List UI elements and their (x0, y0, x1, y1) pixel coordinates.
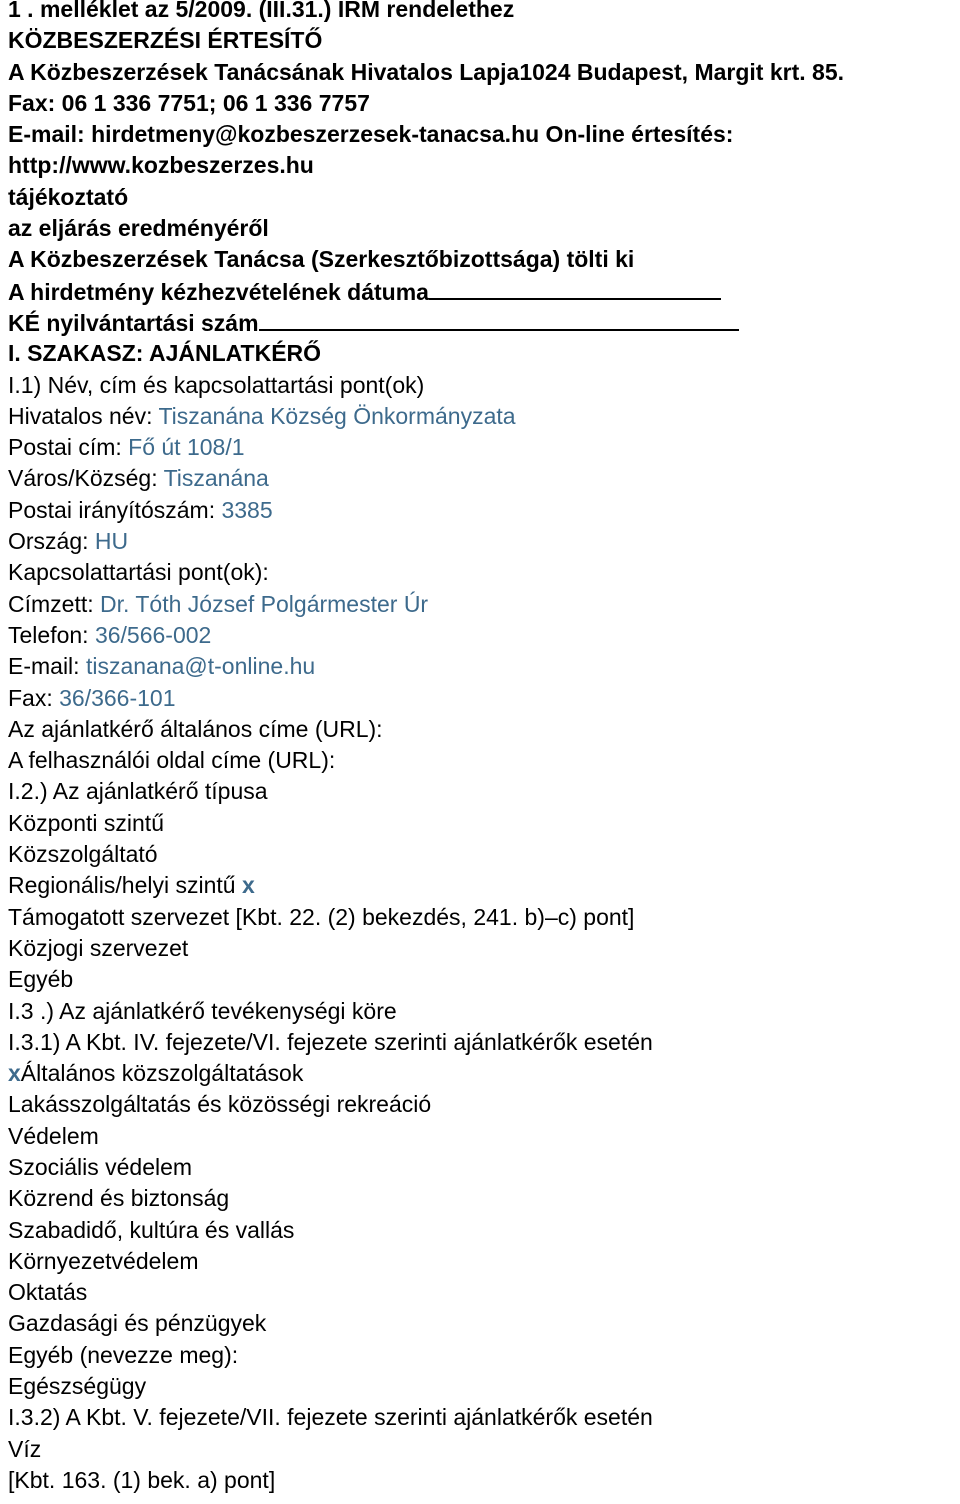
postal-address-value: Fő út 108/1 (128, 434, 245, 461)
email-label: E-mail: (8, 653, 86, 680)
activity-option: Szociális védelem (8, 1153, 193, 1180)
authority-type-option: Egyéb (8, 966, 74, 993)
registry-row (8, 307, 952, 338)
phone-row (8, 620, 952, 651)
email-value: tiszanana@t-online.hu (85, 653, 316, 680)
email-row (8, 651, 952, 682)
fax-value: 36/366-101 (59, 684, 176, 711)
authority-type-option: Közszolgáltató (8, 841, 158, 868)
activity-subheading-1: I.3.1) A Kbt. IV. fejezete/VI. fejezete szerinti ajánlatkérők esetén (8, 1028, 653, 1055)
publisher-line: A Közbeszerzések Tanácsának Hivatalos Lapja1024 Budapest, Margit krt. 85. (8, 58, 845, 85)
authority-type-option: Közjogi szervezet (8, 934, 189, 961)
activity-option: Egyéb (nevezze meg): (8, 1341, 239, 1368)
city-value: Tiszanána (163, 465, 269, 492)
fax-row (8, 683, 952, 714)
activity-option: Közrend és biztonság (8, 1185, 230, 1212)
activity-option: Oktatás (8, 1279, 88, 1306)
document-page (8, 0, 952, 1496)
official-name-label: Hivatalos név: (8, 402, 159, 429)
authority-type-option-selected (8, 870, 952, 901)
country-row (8, 526, 952, 557)
postal-address-label: Postai cím: (8, 434, 129, 461)
activity-option: Gazdasági és pénzügyek (8, 1310, 267, 1337)
activity-option: Védelem (8, 1122, 99, 1149)
addressee-label: Címzett: (8, 590, 101, 617)
city-row (8, 463, 952, 494)
annex-title: 1 . melléklet az 5/2009. (III.31.) IRM rendelethez (8, 0, 515, 22)
editor-note: A Közbeszerzések Tanácsa (Szerkesztőbizottsága) tölti ki (8, 246, 635, 273)
authority-type-option: Központi szintű (8, 809, 164, 836)
activity-option-selected (8, 1058, 952, 1089)
official-name-value: Tiszanána Község Önkormányzata (158, 402, 516, 429)
contact-heading: I.1) Név, cím és kapcsolattartási pont(ok) (8, 371, 425, 398)
country-label: Ország: (8, 528, 95, 555)
authority-type-option: Támogatott szervezet [Kbt. 22. (2) bekezdés, 241. b)–c) pont] (8, 903, 635, 930)
receipt-date-row (8, 276, 952, 307)
postcode-label: Postai irányítószám: (8, 496, 222, 523)
activity-option-label: Általános közszolgáltatások (20, 1060, 304, 1087)
postal-address-row (8, 432, 952, 463)
addressee-row (8, 589, 952, 620)
phone-value: 36/566-002 (94, 621, 212, 648)
activity-option: Egészségügy (8, 1373, 147, 1400)
utility-option: [Kbt. 163. (1) bek. a) pont] (8, 1466, 276, 1493)
journal-title: KÖZBESZERZÉSI ÉRTESÍTŐ (8, 27, 323, 54)
receipt-date-blank (429, 276, 721, 300)
activity-subheading-2: I.3.2) A Kbt. V. fejezete/VII. fejezete szerinti ajánlatkérők esetén (8, 1404, 653, 1431)
activity-option: Szabadidő, kultúra és vallás (8, 1216, 295, 1243)
activity-heading: I.3 .) Az ajánlatkérő tevékenységi köre (8, 997, 397, 1024)
website-line: http://www.kozbeszerzes.hu (8, 152, 314, 179)
buyer-profile-url-label: A felhasználói oldal címe (URL): (8, 747, 336, 774)
section-title: I. SZAKASZ: AJÁNLATKÉRŐ (8, 340, 322, 367)
utility-option: Víz (8, 1435, 42, 1462)
registry-label: KÉ nyilvántartási szám (8, 309, 259, 336)
fax-line: Fax: 06 1 336 7751; 06 1 336 7757 (8, 89, 370, 116)
notice-subject: az eljárás eredményéről (8, 215, 269, 242)
postcode-row (8, 495, 952, 526)
receipt-date-label: A hirdetmény kézhezvételének dátuma (8, 278, 429, 305)
registry-blank (259, 307, 739, 331)
city-label: Város/Község: (8, 465, 164, 492)
email-line: E-mail: hirdetmeny@kozbeszerzesek-tanacsa.hu On-line értesítés: (8, 121, 734, 148)
authority-type-option-label: Regionális/helyi szintű (8, 872, 242, 899)
notice-type: tájékoztató (8, 183, 129, 210)
selected-x-mark: x (8, 1060, 21, 1087)
addressee-value: Dr. Tóth József Polgármester Úr (100, 590, 429, 617)
fax-label: Fax: (8, 684, 60, 711)
official-name-row (8, 401, 952, 432)
postcode-value: 3385 (221, 496, 273, 523)
country-value: HU (94, 528, 129, 555)
activity-option: Lakásszolgáltatás és közösségi rekreáció (8, 1091, 432, 1118)
selected-x-mark: x (241, 872, 255, 899)
authority-type-heading: I.2.) Az ajánlatkérő típusa (8, 778, 268, 805)
activity-option: Környezetvédelem (8, 1247, 199, 1274)
phone-label: Telefon: (8, 621, 95, 648)
general-url-label: Az ajánlatkérő általános címe (URL): (8, 715, 383, 742)
contact-points-label: Kapcsolattartási pont(ok): (8, 559, 269, 586)
